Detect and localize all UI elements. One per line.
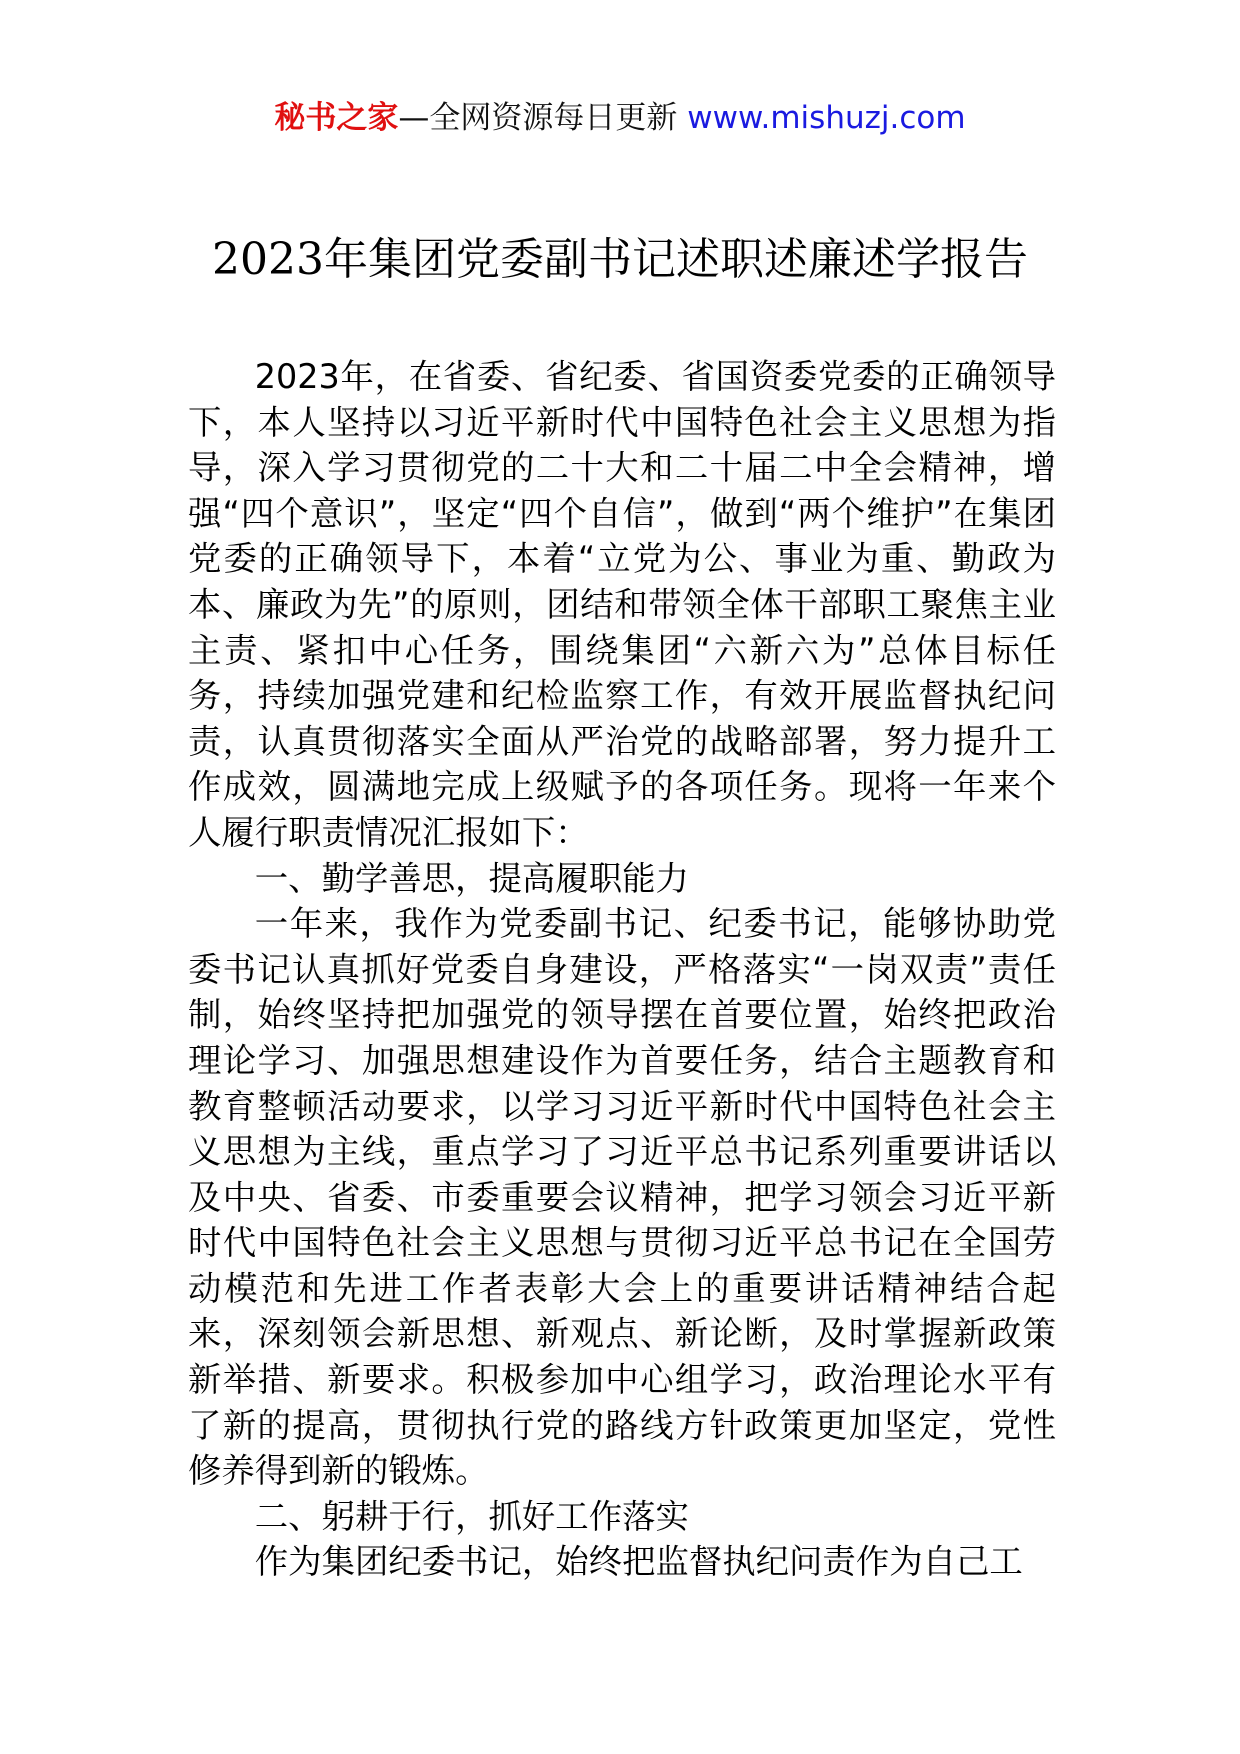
section-2-paragraph: 作为集团纪委书记，始终把监督执纪问责作为自己工 — [254, 1542, 1023, 1582]
section-1-paragraph: 一年来，我作为党委副书记、纪委书记，能够协助党委书记认真抓好党委自身建设，严格落实“一岗双责”责任制，始终坚持把加强党的领导摆在首要位置，始终把政治理论学习、加强思想建设作为首要任务，结合主题教育和教育整顿活动要求，以学习习近平新时代中国特色社会主义思想为主线，重点学习了习近平总书记系列重要讲话以及中央、省委、市委重要会议精神，把学习领会习近平新时代中国特色社会主义思想与贯彻习近平总书记在全国劳动模范和先进工作者表彰大会上的重要讲话精神结合起来，深刻领会新思想、新观点、新论断，及时掌握新政策新举措、新要求。积极参加中心组学习，政治理论水平有了新的提高，贯彻执行党的路线方针政策更加坚定，党性修养得到新的锻炼。 — [188, 904, 1056, 1491]
document-title: 2023年集团党委副书记述职述廉述学报告 — [212, 234, 1028, 285]
header-tagline: —全网资源每日更新 — [398, 100, 678, 136]
document-body — [188, 354, 1056, 1585]
site-url-link[interactable]: www.mishuzj.com — [687, 100, 966, 136]
section-heading-1: 一、勤学善思，提高履职能力 — [254, 858, 689, 898]
brand-name: 秘书之家 — [274, 100, 399, 136]
section-heading-2: 二、躬耕于行，抓好工作落实 — [254, 1496, 689, 1536]
site-header — [0, 98, 1240, 138]
intro-paragraph: 2023年，在省委、省纪委、省国资委党委的正确领导下，本人坚持以习近平新时代中国特色社会主义思想为指导，深入学习贯彻党的二十大和二十届二中全会精神，增强“四个意识”，坚定“四个自信”，做到“两个维护”在集团党委的正确领导下，本着“立党为公、事业为重、勤政为本、廉政为先”的原则，团结和带领全体干部职工聚焦主业主责、紧扣中心任务，围绕集团“六新六为”总体目标任务，持续加强党建和纪检监察工作，有效开展监督执纪问责，认真贯彻落实全面从严治党的战略部署，努力提升工作成效，圆满地完成上级赋予的各项任务。现将一年来个人履行职责情况汇报如下： — [188, 357, 1056, 852]
